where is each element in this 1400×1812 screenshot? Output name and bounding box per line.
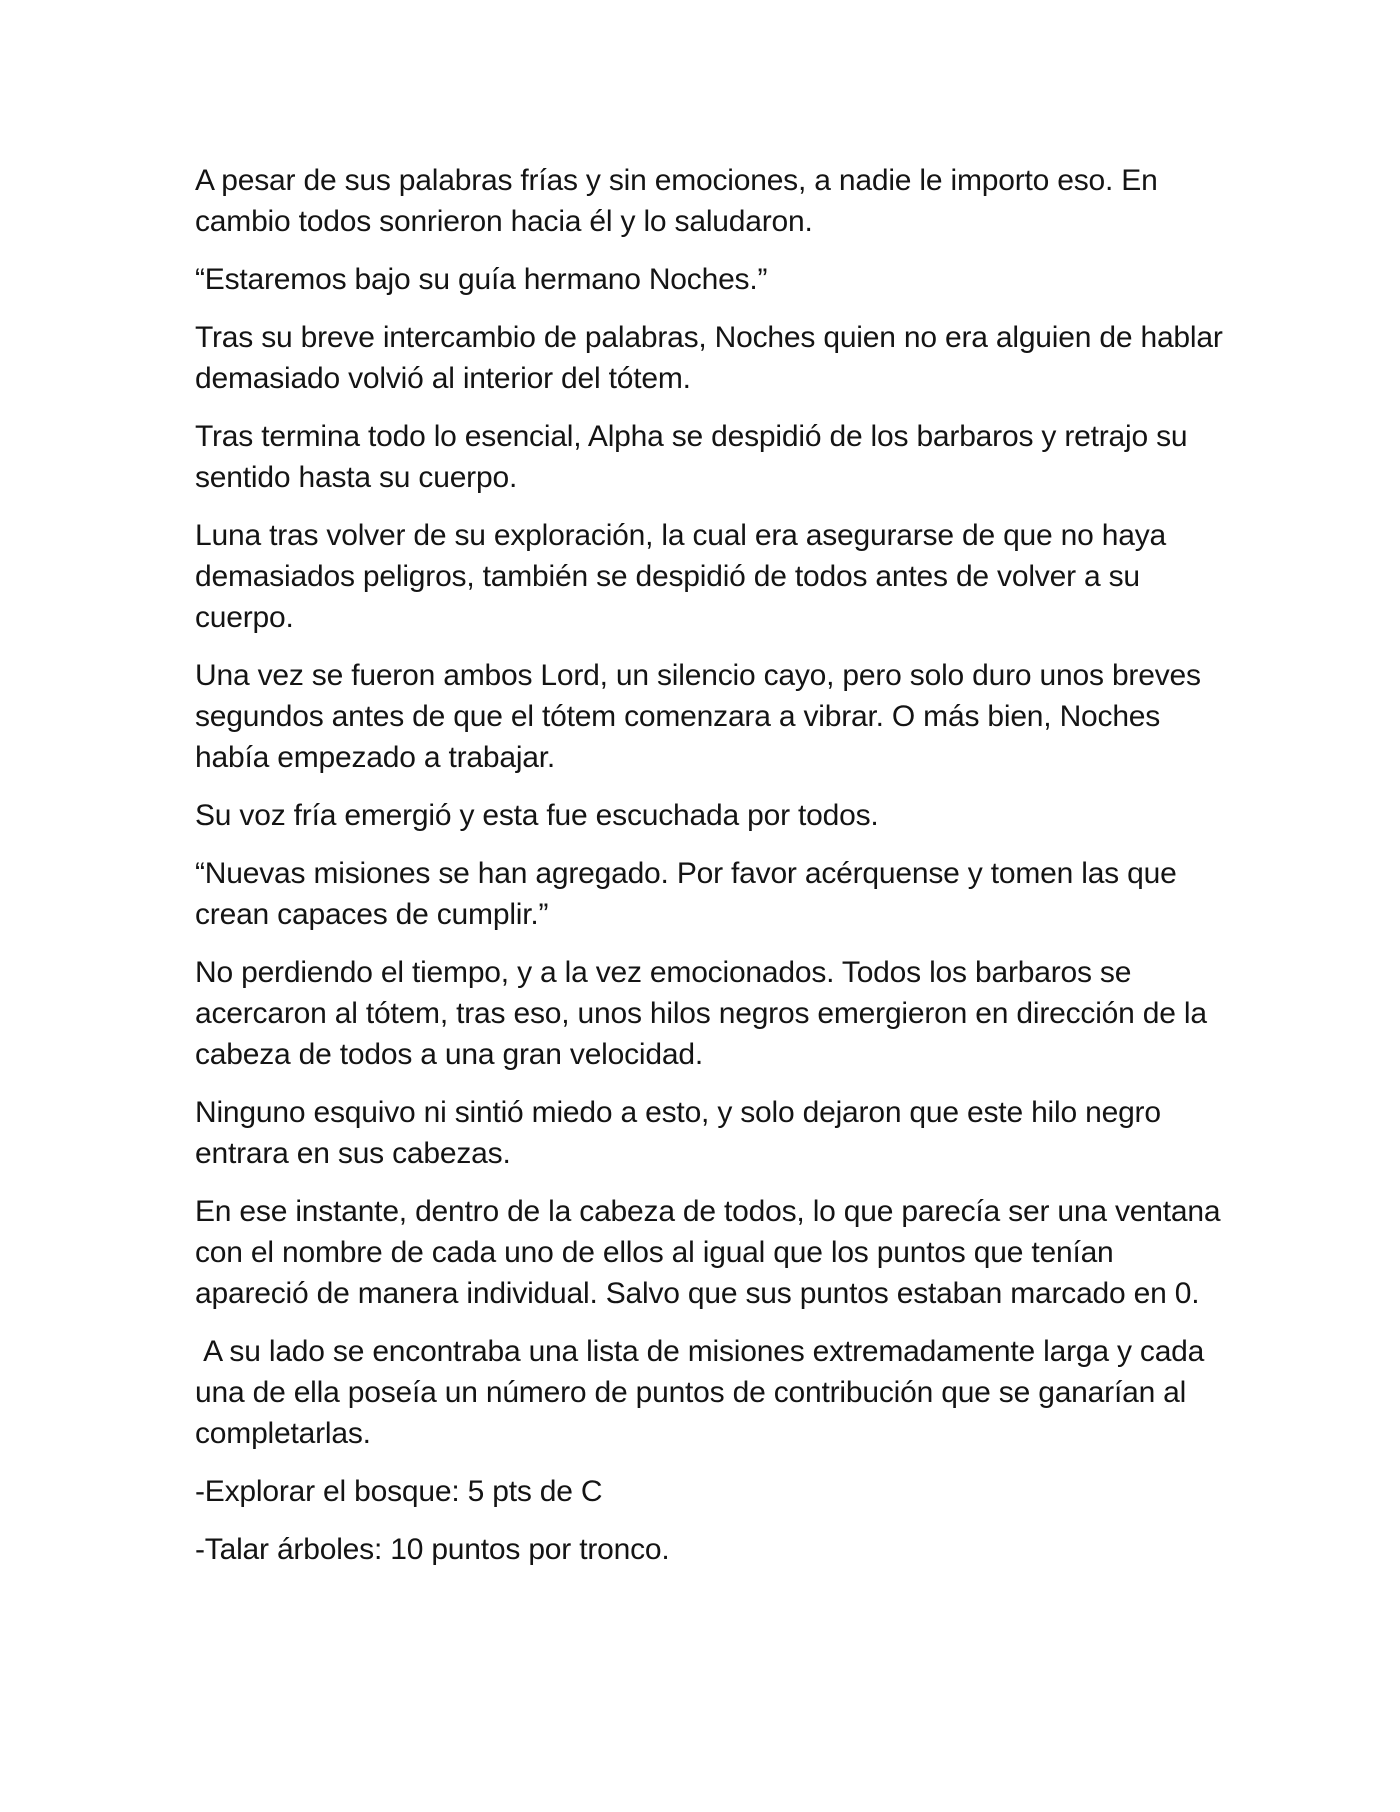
paragraph-11: En ese instante, dentro de la cabeza de todos, lo que parecía ser una ventana con el nombre de cada uno de ellos al igual que los puntos que tenían apareció de manera individual. Salvo que sus puntos estaban marcado en 0. bbox=[195, 1195, 1221, 1310]
paragraph-12: A su lado se encontraba una lista de misiones extremadamente larga y cada una de ella poseía un número de puntos de contribución que se ganarían al completarlas. bbox=[195, 1335, 1213, 1450]
mission-list-item-2: -Talar árboles: 10 puntos por tronco. bbox=[195, 1533, 670, 1566]
paragraph-2-dialogue: “Estaremos bajo su guía hermano Noches.” bbox=[195, 263, 768, 296]
paragraph-3: Tras su breve intercambio de palabras, Noches quien no era alguien de hablar demasiado volvió al interior del tótem. bbox=[195, 321, 1223, 395]
paragraph-4: Tras termina todo lo esencial, Alpha se despidió de los barbaros y retrajo su sentido hasta su cuerpo. bbox=[195, 420, 1188, 494]
paragraph-10: Ninguno esquivo ni sintió miedo a esto, y solo dejaron que este hilo negro entrara en sus cabezas. bbox=[195, 1096, 1161, 1170]
paragraph-8-dialogue: “Nuevas misiones se han agregado. Por favor acérquense y tomen las que crean capaces de cumplir.” bbox=[195, 857, 1177, 931]
paragraph-1: A pesar de sus palabras frías y sin emociones, a nadie le importo eso. En cambio todos sonrieron hacia él y lo saludaron. bbox=[195, 164, 1158, 238]
paragraph-7: Su voz fría emergió y esta fue escuchada por todos. bbox=[195, 799, 879, 832]
paragraph-6: Una vez se fueron ambos Lord, un silencio cayo, pero solo duro unos breves segundos antes de que el tótem comenzara a vibrar. O más bien, Noches había empezado a trabajar. bbox=[195, 659, 1201, 774]
paragraph-9: No perdiendo el tiempo, y a la vez emocionados. Todos los barbaros se acercaron al tótem, tras eso, unos hilos negros emergieron en dirección de la cabeza de todos a una gran velocidad. bbox=[195, 956, 1207, 1071]
paragraph-5: Luna tras volver de su exploración, la cual era asegurarse de que no haya demasiados peligros, también se despidió de todos antes de volver a su cuerpo. bbox=[195, 519, 1167, 634]
document-body bbox=[195, 160, 1225, 1587]
mission-list-item-1: -Explorar el bosque: 5 pts de C bbox=[195, 1475, 603, 1508]
